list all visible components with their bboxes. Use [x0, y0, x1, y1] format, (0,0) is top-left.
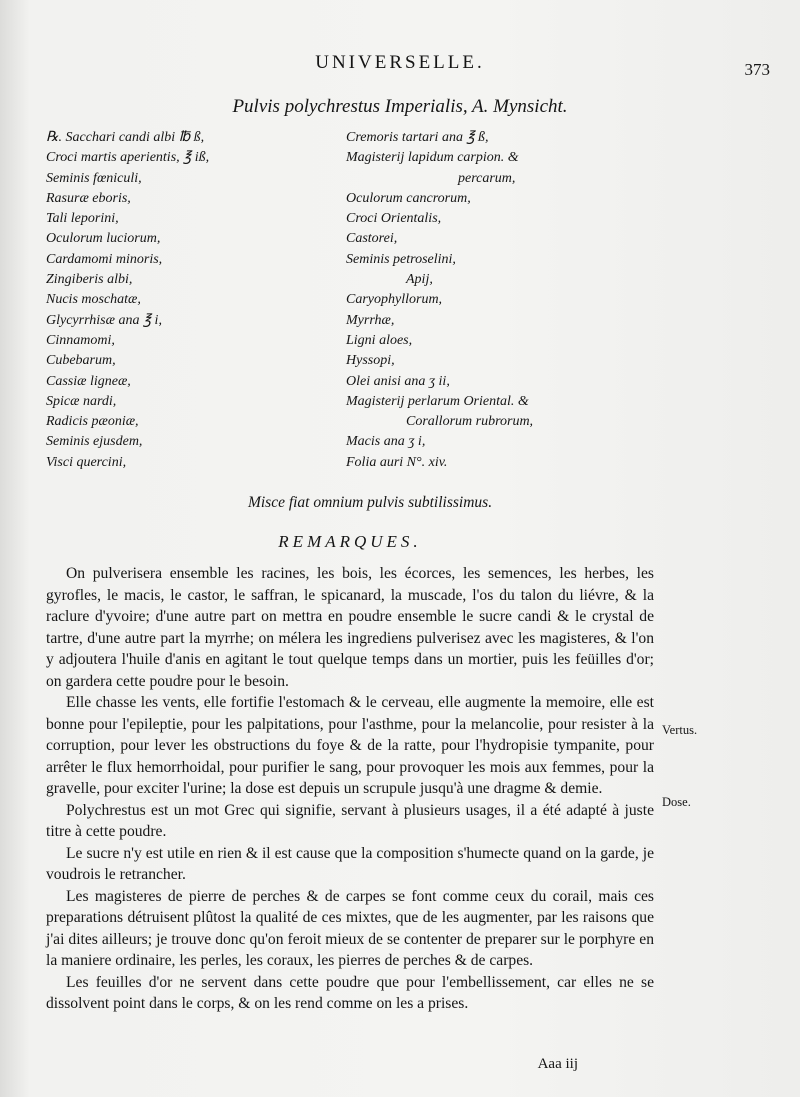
ingredient-item: Ligni aloes,: [346, 332, 413, 348]
ingredient-item: Cremoris tartari ana ℥ ß,: [346, 130, 489, 145]
ingredient-item: Croci Orientalis,: [346, 211, 442, 227]
ingredient-item: Oculorum cancrorum,: [346, 190, 471, 206]
mix-instruction: Misce fiat omnium pulvis subtilissimus.: [247, 494, 493, 511]
ingredient-item: Oculorum luciorum,: [46, 231, 161, 247]
ingredient-item: Magisterij perlarum Oriental. &: [346, 393, 529, 409]
remarks-heading: REMARQUES.: [278, 532, 422, 551]
ingredient-item: Olei anisi ana ʒ ii,: [346, 373, 450, 389]
page-number: 373: [744, 60, 770, 79]
ingredient-item: Apij,: [406, 272, 433, 288]
ingredient-item: Zingiberis albi,: [46, 272, 133, 288]
margin-note-dose: Dose.: [662, 795, 691, 809]
ingredient-item: Corallorum rubrorum,: [406, 414, 534, 430]
remarks-paragraph: Polychrestus est un mot Grec qui signifie, servant à plusieurs usages, il a été adapté à juste titre à cette poudre.: [46, 801, 654, 840]
ingredient-item: Radicis pæoniæ,: [46, 414, 139, 430]
ingredient-item: Macis ana ʒ i,: [346, 434, 426, 450]
ingredient-item: Seminis fœniculi,: [46, 170, 142, 186]
ingredient-item: percarum,: [458, 170, 516, 186]
running-head: UNIVERSELLE.: [315, 52, 485, 73]
ingredient-item: Rasuræ eboris,: [46, 190, 131, 206]
ingredient-item: Glycyrrhisæ ana ℥ i,: [46, 312, 162, 328]
ingredient-item: Nucis moschatæ,: [46, 292, 141, 308]
remarks-paragraph: Elle chasse les vents, elle fortifie l'estomach & le cerveau, elle augmente la memoire, elle est bonne pour l'epileptie, pour les palpitations, pour l'asthme, pour la melancolie, pour resister à la corruption, pour lever les obstructions du foye & de la ratte, pour l'hydropisie tympanite, pour arrêter le flux hemorrhoidal, pour purifier le sang, pour provoquer les mois aux femmes, pour la gravelle, pour exciter l'urine; la dose est depuis un scrupule jusqu'à une dragme & demie.: [46, 694, 654, 797]
ingredient-item: Hyssopi,: [346, 353, 395, 369]
ingredient-item: Tali leporini,: [46, 211, 119, 227]
remarks-paragraph: Les feuilles d'or ne servent dans cette poudre que pour l'embellissement, car elles ne se dissolvent point dans le corps, & on les rend comme on les a prises.: [46, 973, 654, 1012]
ingredient-item: ℞. Sacchari candi albi ℔ ß,: [46, 130, 205, 145]
ingredient-item: Castorei,: [346, 231, 398, 247]
recipe-title: Pulvis polychrestus Imperialis, A. Mynsicht.: [232, 96, 568, 117]
ingredient-item: Magisterij lapidum carpion. &: [346, 150, 519, 166]
ingredient-list-right: [346, 128, 646, 473]
ingredient-item: Seminis petroselini,: [346, 251, 456, 267]
remarks-paragraph: Les magisteres de pierre de perches & de carpes se font comme ceux du corail, mais ces preparations détruisent plûtost la qualité de ces mixtes, que de les augmenter, par les raisons que j'ai dites ailleurs; je trouve donc qu'on feroit mieux de se contenter de preparer sur le porphyre en la maniere ordinaire, les perles, les coraux, les pierres de perches & de carpes.: [46, 887, 654, 969]
ingredient-item: Folia auri N°. xiv.: [346, 454, 448, 470]
remarks-body: [46, 563, 654, 1015]
ingredient-item: Myrrhæ,: [346, 312, 395, 328]
ingredient-list-left: [46, 128, 336, 473]
ingredient-item: Croci martis aperientis, ℥ iß,: [46, 150, 210, 166]
margin-note-virtues: Vertus.: [662, 723, 698, 737]
ingredient-item: Cassiæ ligneæ,: [46, 373, 131, 389]
ingredient-item: Cubebarum,: [46, 353, 116, 369]
ingredient-item: Cinnamomi,: [46, 332, 115, 348]
signature-mark: Aaa iij: [537, 1056, 578, 1072]
ingredient-item: Cardamomi minoris,: [46, 251, 163, 267]
ingredient-item: Caryophyllorum,: [346, 292, 443, 308]
remarks-paragraph: On pulverisera ensemble les racines, les bois, les écorces, les semences, les herbes, les gyrofles, le macis, le castor, le saffran, le spicanard, la muscade, l'os du talon du liévre, & la raclure d'yvoire; d'une autre part on mettra en poudre ensemble le sucre candi & le crystal de tartre, d'une autre part la myrrhe; on mélera les ingrediens pulverisez avec les magisteres, & l'on y adjoutera l'huile d'anis en agitant le tout quelque temps dans un mortier, puis les feüilles d'or; on gardera cette poudre pour le besoin.: [46, 565, 654, 690]
ingredient-item: Seminis ejusdem,: [46, 434, 143, 450]
ingredient-item: Visci quercini,: [46, 454, 127, 470]
remarks-paragraph: Le sucre n'y est utile en rien & il est cause que la composition s'humecte quand on la garde, je voudrois le retrancher.: [46, 844, 654, 883]
ingredient-item: Spicæ nardi,: [46, 393, 117, 409]
